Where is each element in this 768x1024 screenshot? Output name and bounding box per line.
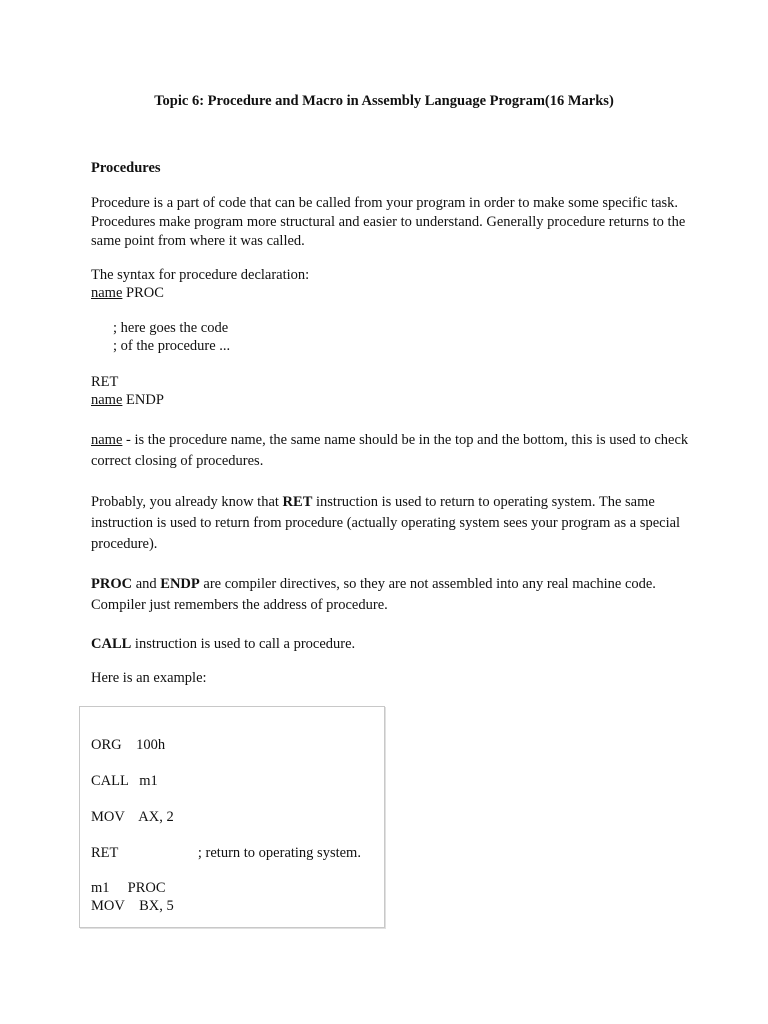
code-example-box [79, 706, 385, 928]
code-line: RET ; return to operating system. [91, 845, 361, 861]
ret-pre: Probably, you already know that [91, 494, 283, 510]
name-note-term: name [91, 432, 123, 448]
syntax-name-bottom: name [91, 392, 123, 408]
code-line: CALL m1 [91, 773, 158, 789]
directives-post: are compiler directives, so they are not assembled into any real machine code. Compiler just remembers the address of procedure. [91, 576, 656, 613]
syntax-endp-line [91, 392, 164, 409]
call-paragraph [91, 636, 355, 653]
directives-paragraph [91, 574, 691, 616]
section-heading: Procedures [91, 160, 161, 176]
syntax-ret-line: RET [91, 374, 119, 390]
syntax-proc-line [91, 285, 164, 302]
code-line: MOV AX, 2 [91, 809, 174, 825]
name-note-text: - is the procedure name, the same name should be in the top and the bottom, this is used to check correct closing of procedures. [91, 432, 689, 469]
endp-keyword: ENDP [160, 576, 200, 592]
code-line: ORG 100h [91, 737, 166, 753]
ret-post: instruction is used to return to operating system. The same instruction is used to return from procedure (actually operating system sees your program as a special procedure). [91, 494, 681, 552]
syntax-comment-1: ; here goes the code [113, 320, 229, 336]
call-post: instruction is used to call a procedure. [131, 636, 356, 652]
code-line: MOV BX, 5 [91, 898, 174, 914]
syntax-comment-2: ; of the procedure ... [113, 338, 231, 354]
intro-paragraph: Procedure is a part of code that can be called from your program in order to make some specific task. Procedures make program more structural and easier to understand. Generally procedure returns to the same point from where it was called. [91, 195, 686, 249]
page-title: Topic 6: Procedure and Macro in Assembly Language Program(16 Marks) [154, 93, 614, 109]
code-line: m1 PROC [91, 880, 166, 896]
proc-keyword: PROC [91, 576, 133, 592]
example-label: Here is an example: [91, 670, 207, 686]
syntax-name-top: name [91, 285, 123, 301]
syntax-label: The syntax for procedure declaration: [91, 267, 310, 283]
name-note-paragraph [91, 430, 691, 472]
ret-paragraph [91, 492, 691, 555]
directives-mid: and [132, 576, 161, 592]
syntax-proc-keyword: PROC [122, 285, 164, 301]
syntax-endp-keyword: ENDP [122, 392, 164, 408]
call-keyword: CALL [91, 636, 132, 652]
ret-keyword: RET [282, 494, 313, 510]
